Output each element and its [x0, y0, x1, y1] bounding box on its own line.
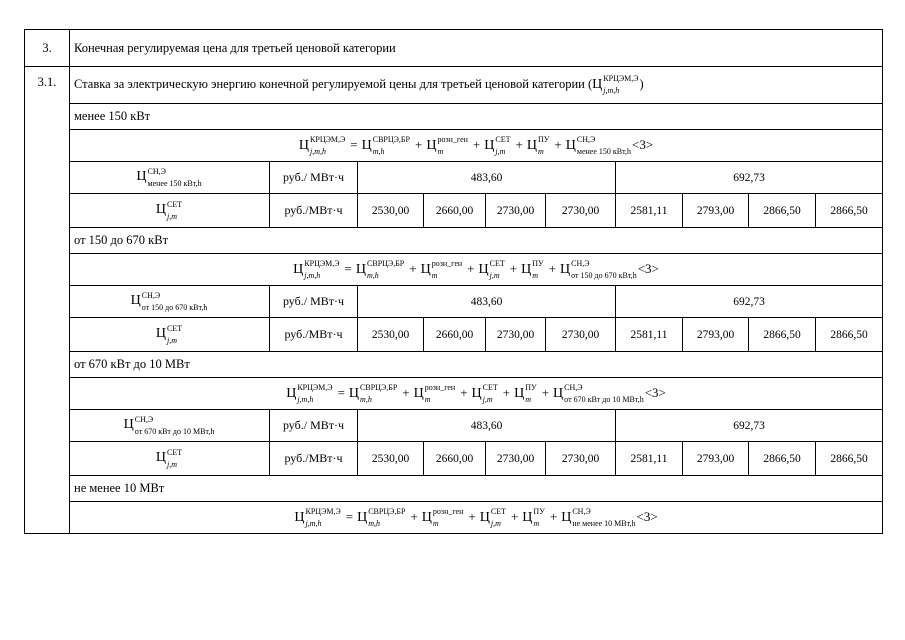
- row-label-symbol: Ц: [130, 293, 141, 309]
- formula-term-1-sup: СВРЦЭ,БР: [372, 135, 410, 144]
- formula-term-2-sub: m: [424, 395, 431, 404]
- price-cell-left: 483,60: [358, 286, 616, 318]
- price-cell: 2660,00: [424, 442, 486, 476]
- price-cell: 2793,00: [683, 318, 749, 352]
- plus-sign: +: [468, 508, 476, 524]
- formula-term-4-symbol: Ц: [522, 509, 533, 525]
- tariff-table: [24, 29, 883, 534]
- formula-lhs-sup: КРЦЭМ,Э: [304, 259, 340, 268]
- formula-term-5-symbol: Ц: [560, 261, 571, 277]
- formula-term-3-sub: j,m: [495, 147, 506, 156]
- row-label-sub: j,m: [167, 459, 177, 469]
- footnote-ref: <3>: [644, 384, 666, 400]
- row-label-symbol: Ц: [155, 450, 166, 466]
- formula-term-4-symbol: Ц: [521, 261, 532, 277]
- formula-term-3-indices: [495, 135, 511, 156]
- price-cell-right: 692,73: [616, 162, 883, 194]
- formula-term-2-symbol: Ц: [426, 137, 437, 153]
- row-label-sup: СЕТ: [167, 323, 183, 333]
- group-heading: менее 150 кВт: [70, 104, 883, 130]
- formula-term-1-sub: m,h: [368, 519, 380, 528]
- subsection-title: [70, 67, 883, 104]
- formula-lhs-symbol: Ц: [298, 137, 310, 153]
- equals-sign: =: [337, 384, 345, 400]
- formula-term-5-indices: [572, 507, 636, 528]
- row-label: [70, 318, 270, 352]
- price-cell: 2730,00: [486, 194, 546, 228]
- formula-term-3-indices: [489, 259, 505, 280]
- footnote-ref: <3>: [632, 136, 654, 152]
- row-label-symbol: Ц: [123, 417, 134, 433]
- formula-lhs-indices: [304, 259, 340, 280]
- formula-row: [25, 130, 883, 162]
- formula-lhs-indices: [310, 135, 346, 156]
- formula-lhs-symbol: Ц: [293, 261, 304, 277]
- formula-term-2-indices: [424, 383, 456, 404]
- price-cell: 2730,00: [546, 194, 616, 228]
- footnote-ref: <3>: [636, 508, 658, 524]
- formula-lhs-symbol: Ц: [286, 385, 297, 401]
- formula-term-5-indices: [564, 383, 644, 404]
- plus-sign: +: [409, 260, 417, 276]
- subsection-row: [25, 67, 883, 104]
- formula-term-2-sub: m: [432, 519, 439, 528]
- subsection-title-sup: КРЦЭМ,Э: [603, 74, 639, 84]
- formula-term-4-sup: ПУ: [525, 383, 537, 392]
- set-price-row: [25, 318, 883, 352]
- plus-sign: +: [515, 136, 523, 152]
- plus-sign: +: [554, 136, 562, 152]
- footnote-ref: <3>: [637, 260, 659, 276]
- price-cell: 2581,11: [616, 442, 683, 476]
- row-label-sup: СН,Э: [147, 166, 166, 176]
- row-label-sup: СН,Э: [141, 290, 161, 300]
- plus-sign: +: [472, 136, 481, 152]
- formula-lhs-sup: КРЦЭМ,Э: [297, 383, 333, 392]
- subsection-title-symbol: Ц: [592, 76, 603, 92]
- price-cell: 2793,00: [683, 442, 749, 476]
- formula-lhs-indices: [305, 507, 341, 528]
- subsection-title-text: Ставка за электрическую энергию конечной регулируемой цены для третьей ценовой категории (: [74, 76, 593, 91]
- formula-term-2-symbol: Ц: [420, 261, 431, 277]
- row-label: [70, 162, 270, 194]
- formula-term-5-symbol: Ц: [561, 509, 572, 525]
- group-formula: [70, 502, 883, 534]
- formula-term-5-sub: от 150 до 670 кВт,h: [571, 271, 637, 280]
- price-cell: 2660,00: [424, 318, 486, 352]
- formula-term-2-indices: [437, 135, 468, 156]
- formula-lhs-sup: КРЦЭМ,Э: [310, 135, 346, 144]
- formula-term-2-sub: m: [437, 147, 444, 156]
- formula-term-5-symbol: Ц: [565, 137, 576, 153]
- row-label: [70, 410, 270, 442]
- price-cell-right: 692,73: [616, 410, 883, 442]
- formula-term-4-indices: [537, 135, 550, 156]
- formula-term-5-symbol: Ц: [553, 385, 564, 401]
- formula-term-2-symbol: Ц: [413, 385, 424, 401]
- sn-price-row: [25, 162, 883, 194]
- formula-term-1-sup: СВРЦЭ,БР: [360, 383, 398, 392]
- row-unit: руб./МВт·ч: [270, 318, 358, 352]
- formula-term-5-sup: СН,Э: [576, 135, 596, 144]
- formula-term-3-sub: j,m: [490, 519, 501, 528]
- section-number: 3.: [25, 30, 70, 67]
- section-title: Конечная регулируемая цена для третьей ценовой категории: [70, 30, 883, 67]
- price-cell-left: 483,60: [358, 410, 616, 442]
- equals-sign: =: [345, 508, 354, 524]
- formula-term-3-sub: j,m: [482, 395, 493, 404]
- plus-sign: +: [510, 508, 519, 524]
- row-label-sub: j,m: [167, 211, 177, 221]
- formula-term-4-sub: m: [533, 519, 540, 528]
- formula-term-4-indices: [532, 259, 544, 280]
- price-cell: 2530,00: [358, 318, 424, 352]
- price-cell: 2581,11: [616, 194, 683, 228]
- price-cell-left: 483,60: [358, 162, 616, 194]
- formula-term-1-sup: СВРЦЭ,БР: [368, 507, 406, 516]
- formula-term-3-sup: СЕТ: [490, 507, 506, 516]
- group-heading-row: [25, 228, 883, 254]
- formula-term-2-sup: розн_ген: [424, 383, 456, 392]
- formula-term-1-symbol: Ц: [357, 509, 368, 525]
- formula-term-2-sup: розн_ген: [432, 507, 464, 516]
- formula-term-2-indices: [431, 259, 463, 280]
- row-label-indices: [167, 199, 183, 221]
- formula-term-1-indices: [372, 135, 410, 156]
- plus-sign: +: [502, 384, 511, 400]
- subsection-title-suffix: ): [639, 76, 644, 91]
- formula-term-2-sup: розн_ген: [431, 259, 463, 268]
- plus-sign: +: [460, 384, 468, 400]
- formula-term-1-sub: m,h: [360, 395, 372, 404]
- equals-sign: =: [344, 260, 352, 276]
- price-cell: 2793,00: [683, 194, 749, 228]
- formula-term-2-sub: m: [431, 271, 438, 280]
- row-label-symbol: Ц: [155, 326, 166, 342]
- formula-lhs-sub: j,m,h: [305, 519, 322, 528]
- formula-term-1-indices: [360, 383, 398, 404]
- row-unit: руб./МВт·ч: [270, 442, 358, 476]
- formula-term-5-sub: от 670 кВт до 10 МВт,h: [564, 395, 644, 404]
- plus-sign: +: [548, 260, 557, 276]
- plus-sign: +: [410, 508, 418, 524]
- row-label-symbol: Ц: [155, 202, 166, 218]
- formula-term-3-symbol: Ц: [484, 137, 495, 153]
- sn-price-row: [25, 286, 883, 318]
- row-label-symbol: Ц: [136, 169, 147, 185]
- set-price-row: [25, 194, 883, 228]
- price-cell: 2530,00: [358, 442, 424, 476]
- row-label-sub: менее 150 кВт,h: [147, 178, 202, 188]
- plus-sign: +: [467, 260, 475, 276]
- formula-term-3-sub: j,m: [489, 271, 500, 280]
- section-row: [25, 30, 883, 67]
- subsection-title-sub: j,m,h: [603, 86, 620, 96]
- plus-sign: +: [509, 260, 518, 276]
- group-heading: от 150 до 670 кВт: [70, 228, 883, 254]
- subsection-title-indices: [603, 74, 639, 96]
- row-label-indices: [141, 290, 208, 312]
- formula-term-1-sub: m,h: [367, 271, 379, 280]
- formula-term-1-indices: [368, 507, 406, 528]
- formula-lhs-sub: j,m,h: [297, 395, 314, 404]
- formula-term-5-sub: не менее 10 МВт,h: [572, 519, 636, 528]
- formula-term-4-sup: ПУ: [533, 507, 545, 516]
- formula-term-5-sup: СН,Э: [571, 259, 590, 268]
- row-unit: руб./ МВт·ч: [270, 162, 358, 194]
- price-cell: 2866,50: [749, 318, 816, 352]
- formula-term-1-indices: [367, 259, 405, 280]
- row-label: [70, 286, 270, 318]
- formula-row: [25, 254, 883, 286]
- row-label-indices: [134, 414, 215, 436]
- formula-term-5-sup: СН,Э: [572, 507, 591, 516]
- formula-term-5-indices: [576, 135, 631, 156]
- formula-term-3-symbol: Ц: [479, 509, 490, 525]
- group-formula: [70, 130, 883, 162]
- price-cell: 2530,00: [358, 194, 424, 228]
- formula-term-4-indices: [525, 383, 537, 404]
- formula-term-5-sub: менее 150 кВт,h: [576, 147, 631, 156]
- formula-row: [25, 502, 883, 534]
- formula-term-4-symbol: Ц: [526, 137, 537, 153]
- row-label: [70, 194, 270, 228]
- row-label-sub: от 150 до 670 кВт,h: [141, 302, 208, 312]
- subsection-number: 3.1.: [25, 67, 70, 534]
- row-unit: руб./ МВт·ч: [270, 286, 358, 318]
- row-label-sup: СЕТ: [167, 199, 183, 209]
- formula-lhs-sub: j,m,h: [304, 271, 321, 280]
- formula-term-4-sup: ПУ: [532, 259, 544, 268]
- group-heading-row: [25, 352, 883, 378]
- formula-term-1-sup: СВРЦЭ,БР: [367, 259, 405, 268]
- row-label-sub: j,m: [167, 335, 177, 345]
- group-formula: [70, 254, 883, 286]
- formula-term-4-sub: m: [525, 395, 532, 404]
- formula-lhs-sup: КРЦЭМ,Э: [305, 507, 341, 516]
- set-price-row: [25, 442, 883, 476]
- price-cell: 2660,00: [424, 194, 486, 228]
- price-cell: 2866,50: [749, 442, 816, 476]
- row-label-sup: СН,Э: [134, 414, 154, 424]
- group-heading: от 670 кВт до 10 МВт: [70, 352, 883, 378]
- price-cell: 2581,11: [616, 318, 683, 352]
- formula-term-4-sub: m: [532, 271, 538, 280]
- equals-sign: =: [350, 136, 358, 152]
- price-cell: 2730,00: [486, 318, 546, 352]
- group-heading: не менее 10 МВт: [70, 476, 883, 502]
- plus-sign: +: [541, 384, 550, 400]
- row-label-sub: от 670 кВт до 10 МВт,h: [134, 426, 215, 436]
- formula-term-3-sup: СЕТ: [482, 383, 498, 392]
- formula-term-4-sup: ПУ: [537, 135, 550, 144]
- group-heading-row: [25, 476, 883, 502]
- plus-sign: +: [402, 384, 410, 400]
- formula-row: [25, 378, 883, 410]
- price-cell: 2730,00: [546, 442, 616, 476]
- price-cell: 2866,50: [816, 442, 883, 476]
- group-formula: [70, 378, 883, 410]
- formula-term-2-symbol: Ц: [421, 509, 432, 525]
- plus-sign: +: [549, 508, 558, 524]
- formula-term-5-sup: СН,Э: [564, 383, 583, 392]
- plus-sign: +: [414, 136, 423, 152]
- formula-term-4-symbol: Ц: [514, 385, 525, 401]
- row-unit: руб./ МВт·ч: [270, 410, 358, 442]
- formula-term-2-sup: розн_ген: [437, 135, 468, 144]
- formula-term-1-symbol: Ц: [355, 261, 367, 277]
- price-cell: 2866,50: [749, 194, 816, 228]
- price-cell-right: 692,73: [616, 286, 883, 318]
- formula-term-1-sub: m,h: [372, 147, 385, 156]
- sn-price-row: [25, 410, 883, 442]
- formula-lhs-sub: j,m,h: [310, 147, 327, 156]
- row-label-sup: СЕТ: [167, 447, 183, 457]
- formula-term-5-indices: [571, 259, 637, 280]
- formula-term-3-sup: СЕТ: [489, 259, 505, 268]
- row-label: [70, 442, 270, 476]
- formula-term-3-indices: [490, 507, 506, 528]
- price-cell: 2866,50: [816, 194, 883, 228]
- formula-term-3-symbol: Ц: [471, 385, 482, 401]
- group-heading-row: [25, 104, 883, 130]
- formula-term-4-indices: [533, 507, 545, 528]
- tariff-table-body: [25, 30, 883, 534]
- formula-term-3-sup: СЕТ: [495, 135, 511, 144]
- formula-term-4-sub: m: [537, 147, 544, 156]
- price-cell: 2730,00: [486, 442, 546, 476]
- row-label-indices: [167, 447, 183, 469]
- price-cell: 2730,00: [546, 318, 616, 352]
- formula-term-1-symbol: Ц: [361, 137, 372, 153]
- row-label-indices: [167, 323, 183, 345]
- formula-term-3-symbol: Ц: [478, 261, 489, 277]
- formula-term-1-symbol: Ц: [348, 385, 360, 401]
- row-unit: руб./МВт·ч: [270, 194, 358, 228]
- price-cell: 2866,50: [816, 318, 883, 352]
- formula-term-3-indices: [482, 383, 498, 404]
- formula-term-2-indices: [432, 507, 464, 528]
- formula-lhs-symbol: Ц: [294, 509, 305, 525]
- formula-lhs-indices: [297, 383, 333, 404]
- row-label-indices: [147, 166, 202, 188]
